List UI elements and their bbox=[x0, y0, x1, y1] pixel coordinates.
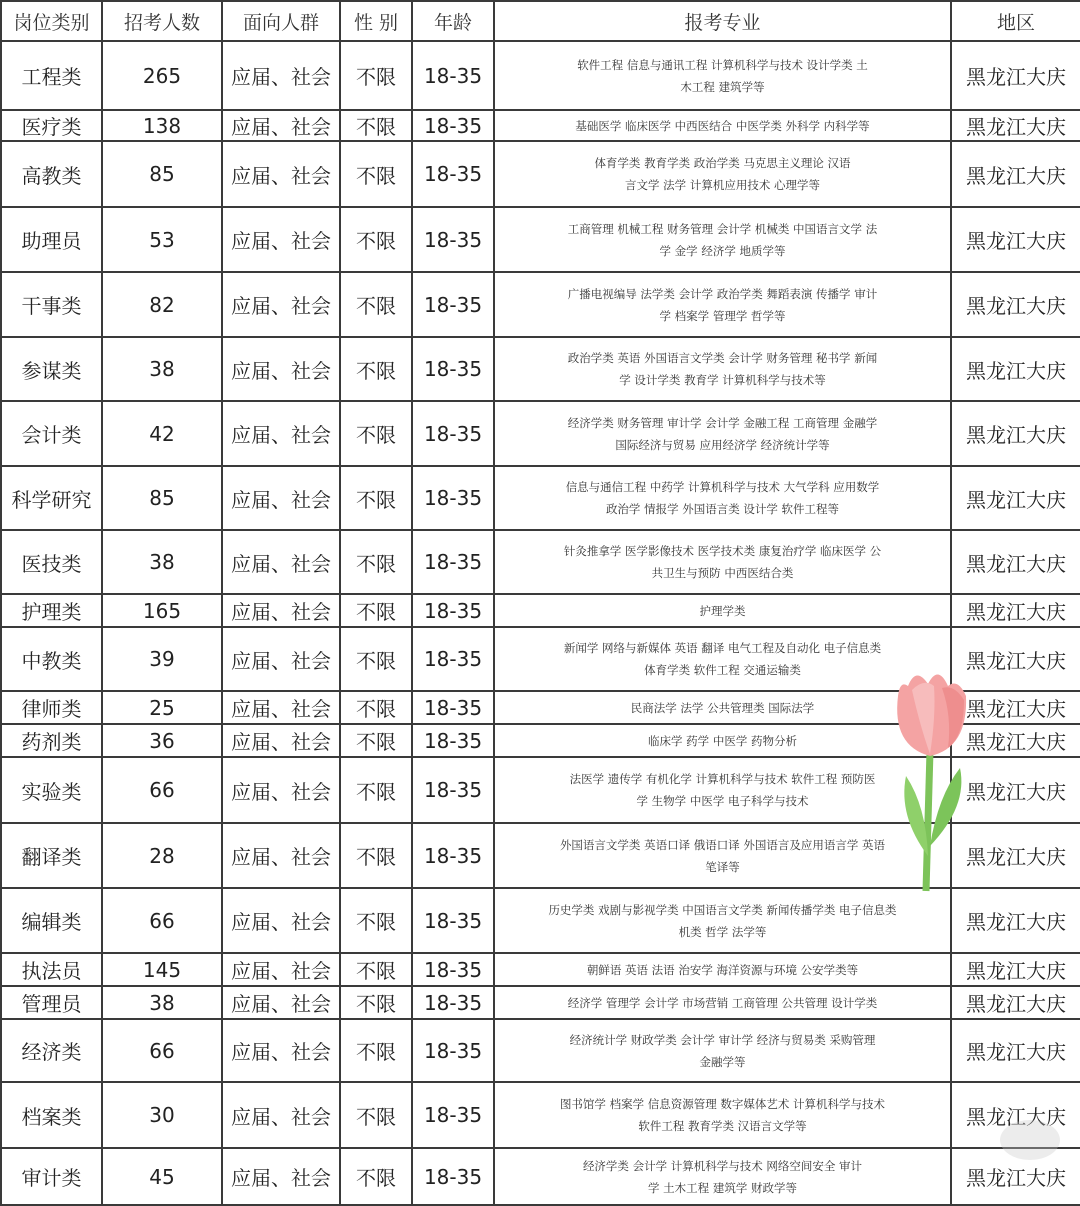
majors-cell: 图书馆学 档案学 信息资源管理 数字媒体艺术 计算机科学与技术 软件工程 教育学类 汉语言文学等 bbox=[494, 1082, 951, 1148]
table-row bbox=[1, 110, 1080, 141]
recruit-count-cell: 30 bbox=[102, 1082, 222, 1148]
age-cell: 18-35 bbox=[412, 1019, 494, 1082]
recruit-count-cell: 38 bbox=[102, 337, 222, 401]
majors-cell: 经济学类 财务管理 审计学 会计学 金融工程 工商管理 金融学 国际经济与贸易 应用经济学 经济统计学等 bbox=[494, 401, 951, 466]
region-cell: 黑龙江大庆 bbox=[951, 953, 1080, 986]
table-row bbox=[1, 986, 1080, 1019]
majors-cell: 基础医学 临床医学 中西医结合 中医学类 外科学 内科学等 bbox=[494, 110, 951, 141]
gender-cell: 不限 bbox=[340, 627, 412, 691]
age-cell: 18-35 bbox=[412, 594, 494, 627]
target-group-cell: 应届、社会 bbox=[222, 757, 340, 823]
age-cell: 18-35 bbox=[412, 823, 494, 888]
region-cell: 黑龙江大庆 bbox=[951, 110, 1080, 141]
table-row bbox=[1, 888, 1080, 953]
gender-cell: 不限 bbox=[340, 823, 412, 888]
gender-cell: 不限 bbox=[340, 724, 412, 757]
position-category-cell: 律师类 bbox=[1, 691, 102, 724]
target-group-cell: 应届、社会 bbox=[222, 530, 340, 594]
position-category-cell: 医疗类 bbox=[1, 110, 102, 141]
position-category-cell: 护理类 bbox=[1, 594, 102, 627]
gender-cell: 不限 bbox=[340, 41, 412, 110]
table-row bbox=[1, 1148, 1080, 1205]
age-cell: 18-35 bbox=[412, 986, 494, 1019]
majors-cell: 护理学类 bbox=[494, 594, 951, 627]
age-cell: 18-35 bbox=[412, 272, 494, 337]
age-cell: 18-35 bbox=[412, 757, 494, 823]
target-group-cell: 应届、社会 bbox=[222, 627, 340, 691]
region-cell: 黑龙江大庆 bbox=[951, 1082, 1080, 1148]
region-cell: 黑龙江大庆 bbox=[951, 594, 1080, 627]
position-category-cell: 参谋类 bbox=[1, 337, 102, 401]
majors-cell: 软件工程 信息与通讯工程 计算机科学与技术 设计学类 土 木工程 建筑学等 bbox=[494, 41, 951, 110]
majors-cell: 信息与通信工程 中药学 计算机科学与技术 大气学科 应用数学 政治学 情报学 外国语言类 设计学 软件工程等 bbox=[494, 466, 951, 530]
age-cell: 18-35 bbox=[412, 627, 494, 691]
header-majors: 报考专业 bbox=[494, 1, 951, 41]
table-row bbox=[1, 272, 1080, 337]
gender-cell: 不限 bbox=[340, 953, 412, 986]
gender-cell: 不限 bbox=[340, 272, 412, 337]
table-row bbox=[1, 627, 1080, 691]
position-category-cell: 审计类 bbox=[1, 1148, 102, 1205]
header-region: 地区 bbox=[951, 1, 1080, 41]
header-category: 岗位类别 bbox=[1, 1, 102, 41]
age-cell: 18-35 bbox=[412, 141, 494, 207]
recruit-count-cell: 66 bbox=[102, 1019, 222, 1082]
position-category-cell: 会计类 bbox=[1, 401, 102, 466]
region-cell: 黑龙江大庆 bbox=[951, 401, 1080, 466]
age-cell: 18-35 bbox=[412, 953, 494, 986]
position-category-cell: 实验类 bbox=[1, 757, 102, 823]
gender-cell: 不限 bbox=[340, 110, 412, 141]
gender-cell: 不限 bbox=[340, 141, 412, 207]
region-cell: 黑龙江大庆 bbox=[951, 1019, 1080, 1082]
recruit-count-cell: 28 bbox=[102, 823, 222, 888]
recruit-count-cell: 53 bbox=[102, 207, 222, 272]
target-group-cell: 应届、社会 bbox=[222, 272, 340, 337]
gender-cell: 不限 bbox=[340, 530, 412, 594]
gender-cell: 不限 bbox=[340, 401, 412, 466]
age-cell: 18-35 bbox=[412, 1082, 494, 1148]
position-category-cell: 高教类 bbox=[1, 141, 102, 207]
recruit-count-cell: 39 bbox=[102, 627, 222, 691]
gender-cell: 不限 bbox=[340, 986, 412, 1019]
recruit-count-cell: 85 bbox=[102, 466, 222, 530]
target-group-cell: 应届、社会 bbox=[222, 337, 340, 401]
gender-cell: 不限 bbox=[340, 1148, 412, 1205]
region-cell: 黑龙江大庆 bbox=[951, 41, 1080, 110]
majors-cell: 针灸推拿学 医学影像技术 医学技术类 康复治疗学 临床医学 公 共卫生与预防 中西医结合类 bbox=[494, 530, 951, 594]
region-cell: 黑龙江大庆 bbox=[951, 627, 1080, 691]
gender-cell: 不限 bbox=[340, 888, 412, 953]
age-cell: 18-35 bbox=[412, 888, 494, 953]
region-cell: 黑龙江大庆 bbox=[951, 691, 1080, 724]
recruit-count-cell: 138 bbox=[102, 110, 222, 141]
target-group-cell: 应届、社会 bbox=[222, 691, 340, 724]
position-category-cell: 工程类 bbox=[1, 41, 102, 110]
target-group-cell: 应届、社会 bbox=[222, 141, 340, 207]
recruit-count-cell: 25 bbox=[102, 691, 222, 724]
gender-cell: 不限 bbox=[340, 594, 412, 627]
recruit-count-cell: 36 bbox=[102, 724, 222, 757]
target-group-cell: 应届、社会 bbox=[222, 888, 340, 953]
recruit-count-cell: 145 bbox=[102, 953, 222, 986]
table-row bbox=[1, 401, 1080, 466]
position-category-cell: 助理员 bbox=[1, 207, 102, 272]
gender-cell: 不限 bbox=[340, 1019, 412, 1082]
position-category-cell: 中教类 bbox=[1, 627, 102, 691]
target-group-cell: 应届、社会 bbox=[222, 401, 340, 466]
gender-cell: 不限 bbox=[340, 757, 412, 823]
age-cell: 18-35 bbox=[412, 724, 494, 757]
table-row bbox=[1, 594, 1080, 627]
table-row bbox=[1, 466, 1080, 530]
majors-cell: 经济学类 会计学 计算机科学与技术 网络空间安全 审计 学 土木工程 建筑学 财政学等 bbox=[494, 1148, 951, 1205]
target-group-cell: 应届、社会 bbox=[222, 594, 340, 627]
table-row bbox=[1, 724, 1080, 757]
position-category-cell: 管理员 bbox=[1, 986, 102, 1019]
gender-cell: 不限 bbox=[340, 1082, 412, 1148]
table-row bbox=[1, 337, 1080, 401]
age-cell: 18-35 bbox=[412, 691, 494, 724]
table-row bbox=[1, 1019, 1080, 1082]
target-group-cell: 应届、社会 bbox=[222, 823, 340, 888]
region-cell: 黑龙江大庆 bbox=[951, 530, 1080, 594]
table-row bbox=[1, 823, 1080, 888]
region-cell: 黑龙江大庆 bbox=[951, 466, 1080, 530]
target-group-cell: 应届、社会 bbox=[222, 1082, 340, 1148]
table-row bbox=[1, 207, 1080, 272]
target-group-cell: 应届、社会 bbox=[222, 724, 340, 757]
majors-cell: 法医学 遗传学 有机化学 计算机科学与技术 软件工程 预防医 学 生物学 中医学 电子科学与技术 bbox=[494, 757, 951, 823]
position-category-cell: 医技类 bbox=[1, 530, 102, 594]
position-category-cell: 经济类 bbox=[1, 1019, 102, 1082]
table-row bbox=[1, 1082, 1080, 1148]
region-cell: 黑龙江大庆 bbox=[951, 141, 1080, 207]
recruit-count-cell: 66 bbox=[102, 757, 222, 823]
majors-cell: 广播电视编导 法学类 会计学 政治学类 舞蹈表演 传播学 审计 学 档案学 管理学 哲学等 bbox=[494, 272, 951, 337]
gender-cell: 不限 bbox=[340, 207, 412, 272]
age-cell: 18-35 bbox=[412, 337, 494, 401]
majors-cell: 政治学类 英语 外国语言文学类 会计学 财务管理 秘书学 新闻 学 设计学类 教育学 计算机科学与技术等 bbox=[494, 337, 951, 401]
region-cell: 黑龙江大庆 bbox=[951, 757, 1080, 823]
region-cell: 黑龙江大庆 bbox=[951, 272, 1080, 337]
majors-cell: 外国语言文学类 英语口译 俄语口译 外国语言及应用语言学 英语 笔译等 bbox=[494, 823, 951, 888]
recruit-count-cell: 85 bbox=[102, 141, 222, 207]
target-group-cell: 应届、社会 bbox=[222, 986, 340, 1019]
recruit-count-cell: 265 bbox=[102, 41, 222, 110]
table-row bbox=[1, 691, 1080, 724]
region-cell: 黑龙江大庆 bbox=[951, 337, 1080, 401]
majors-cell: 工商管理 机械工程 财务管理 会计学 机械类 中国语言文学 法 学 金学 经济学 地质学等 bbox=[494, 207, 951, 272]
recruit-count-cell: 42 bbox=[102, 401, 222, 466]
position-category-cell: 编辑类 bbox=[1, 888, 102, 953]
header-group: 面向人群 bbox=[222, 1, 340, 41]
table-row bbox=[1, 530, 1080, 594]
position-category-cell: 药剂类 bbox=[1, 724, 102, 757]
age-cell: 18-35 bbox=[412, 207, 494, 272]
header-gender: 性 别 bbox=[340, 1, 412, 41]
majors-cell: 朝鲜语 英语 法语 治安学 海洋资源与环境 公安学类等 bbox=[494, 953, 951, 986]
region-cell: 黑龙江大庆 bbox=[951, 986, 1080, 1019]
table-row bbox=[1, 41, 1080, 110]
age-cell: 18-35 bbox=[412, 1148, 494, 1205]
target-group-cell: 应届、社会 bbox=[222, 207, 340, 272]
majors-cell: 历史学类 戏剧与影视学类 中国语言文学类 新闻传播学类 电子信息类 机类 哲学 法学等 bbox=[494, 888, 951, 953]
gender-cell: 不限 bbox=[340, 691, 412, 724]
table-body bbox=[1, 41, 1080, 1205]
majors-cell: 民商法学 法学 公共管理类 国际法学 bbox=[494, 691, 951, 724]
age-cell: 18-35 bbox=[412, 41, 494, 110]
position-category-cell: 干事类 bbox=[1, 272, 102, 337]
age-cell: 18-35 bbox=[412, 466, 494, 530]
region-cell: 黑龙江大庆 bbox=[951, 1148, 1080, 1205]
table-row bbox=[1, 757, 1080, 823]
gender-cell: 不限 bbox=[340, 337, 412, 401]
recruit-count-cell: 165 bbox=[102, 594, 222, 627]
recruit-count-cell: 66 bbox=[102, 888, 222, 953]
target-group-cell: 应届、社会 bbox=[222, 953, 340, 986]
position-category-cell: 科学研究 bbox=[1, 466, 102, 530]
majors-cell: 新闻学 网络与新媒体 英语 翻译 电气工程及自动化 电子信息类 体育学类 软件工程 交通运输类 bbox=[494, 627, 951, 691]
table-row bbox=[1, 141, 1080, 207]
target-group-cell: 应届、社会 bbox=[222, 466, 340, 530]
watermark bbox=[1000, 1120, 1060, 1160]
position-category-cell: 翻译类 bbox=[1, 823, 102, 888]
table-row bbox=[1, 953, 1080, 986]
region-cell: 黑龙江大庆 bbox=[951, 823, 1080, 888]
header-row bbox=[1, 1, 1080, 41]
target-group-cell: 应届、社会 bbox=[222, 110, 340, 141]
age-cell: 18-35 bbox=[412, 110, 494, 141]
recruit-count-cell: 38 bbox=[102, 530, 222, 594]
recruit-count-cell: 82 bbox=[102, 272, 222, 337]
target-group-cell: 应届、社会 bbox=[222, 41, 340, 110]
header-count: 招考人数 bbox=[102, 1, 222, 41]
target-group-cell: 应届、社会 bbox=[222, 1019, 340, 1082]
position-category-cell: 档案类 bbox=[1, 1082, 102, 1148]
age-cell: 18-35 bbox=[412, 530, 494, 594]
region-cell: 黑龙江大庆 bbox=[951, 207, 1080, 272]
target-group-cell: 应届、社会 bbox=[222, 1148, 340, 1205]
position-category-cell: 执法员 bbox=[1, 953, 102, 986]
majors-cell: 经济统计学 财政学类 会计学 审计学 经济与贸易类 采购管理 金融学等 bbox=[494, 1019, 951, 1082]
recruit-count-cell: 38 bbox=[102, 986, 222, 1019]
majors-cell: 经济学 管理学 会计学 市场营销 工商管理 公共管理 设计学类 bbox=[494, 986, 951, 1019]
majors-cell: 临床学 药学 中医学 药物分析 bbox=[494, 724, 951, 757]
gender-cell: 不限 bbox=[340, 466, 412, 530]
age-cell: 18-35 bbox=[412, 401, 494, 466]
region-cell: 黑龙江大庆 bbox=[951, 724, 1080, 757]
region-cell: 黑龙江大庆 bbox=[951, 888, 1080, 953]
majors-cell: 体育学类 教育学类 政治学类 马克思主义理论 汉语 言文学 法学 计算机应用技术 心理学等 bbox=[494, 141, 951, 207]
header-age: 年龄 bbox=[412, 1, 494, 41]
recruit-count-cell: 45 bbox=[102, 1148, 222, 1205]
